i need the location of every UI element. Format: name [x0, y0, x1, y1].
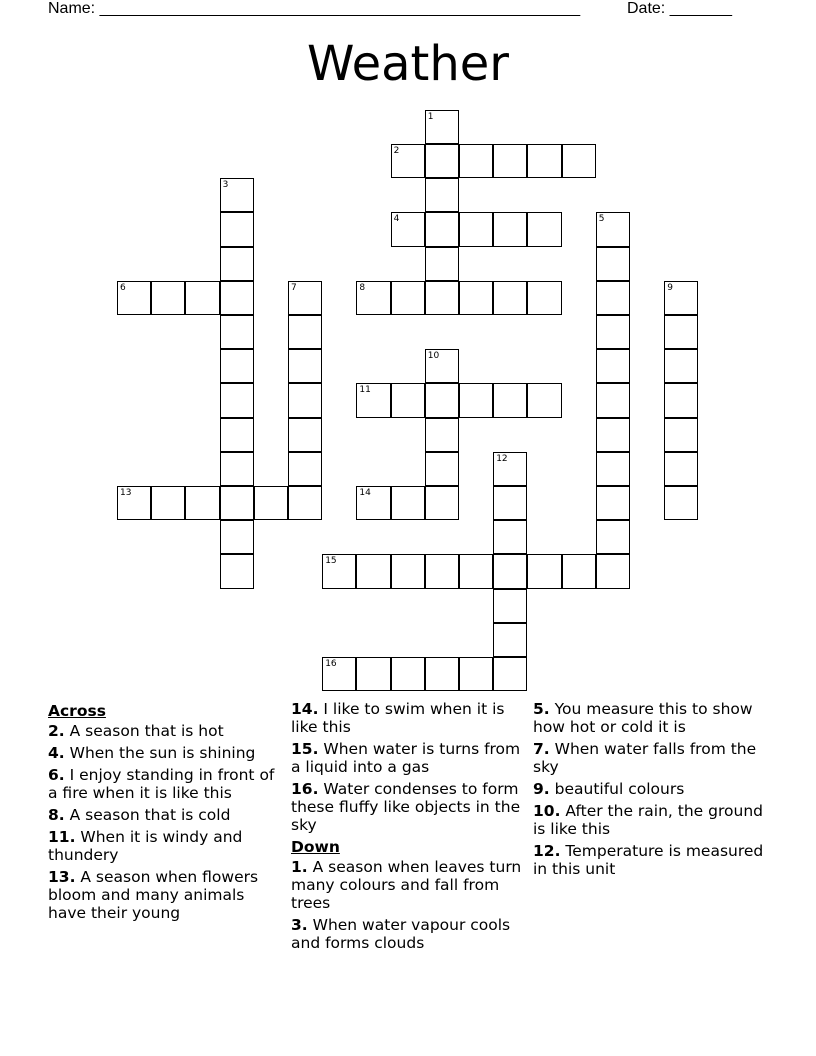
grid-cell[interactable] [664, 452, 698, 486]
clue-text: Water condenses to form these fluffy like objects in the sky [291, 780, 521, 834]
grid-cell[interactable] [391, 281, 425, 315]
grid-cell[interactable] [220, 554, 254, 588]
clue-number: 14. [291, 700, 319, 718]
clue-number: 8. [48, 806, 65, 824]
grid-cell[interactable] [527, 554, 561, 588]
grid-cell[interactable] [425, 452, 459, 486]
grid-cell[interactable] [425, 349, 459, 383]
clue-text: When it is windy and thundery [48, 828, 243, 864]
clue-number-label: 8 [359, 282, 366, 293]
grid-cell[interactable] [493, 589, 527, 623]
grid-cell[interactable] [493, 520, 527, 554]
grid-cell[interactable] [459, 144, 493, 178]
grid-cell[interactable] [664, 383, 698, 417]
clue-down-1 [291, 858, 527, 912]
clue-number: 9. [533, 780, 550, 798]
grid-cell[interactable] [322, 657, 356, 691]
grid-cell[interactable] [493, 281, 527, 315]
grid-cell[interactable] [322, 554, 356, 588]
grid-cell[interactable] [527, 281, 561, 315]
clue-across-15 [291, 740, 527, 776]
clue-down-5 [533, 700, 769, 736]
grid-cell[interactable] [596, 349, 630, 383]
grid-cell[interactable] [664, 349, 698, 383]
grid-cell[interactable] [391, 657, 425, 691]
grid-cell[interactable] [288, 486, 322, 520]
clue-text: Temperature is measured in this unit [533, 842, 764, 878]
grid-cell[interactable] [596, 486, 630, 520]
clue-number-label: 10 [427, 351, 440, 362]
grid-cell[interactable] [254, 486, 288, 520]
clue-number-label: 7 [291, 282, 297, 293]
clue-text: beautiful colours [554, 780, 685, 798]
grid-cell[interactable] [220, 212, 254, 246]
across-heading: Across [48, 702, 106, 720]
grid-cell[interactable] [151, 486, 185, 520]
grid-cell[interactable] [425, 281, 459, 315]
grid-cell[interactable] [220, 383, 254, 417]
grid-cell[interactable] [425, 144, 459, 178]
clue-number-label: 6 [120, 282, 126, 293]
grid-cell[interactable] [459, 657, 493, 691]
grid-cell[interactable] [391, 554, 425, 588]
grid-cell[interactable] [391, 486, 425, 520]
clue-number: 3. [291, 916, 308, 934]
grid-cell[interactable] [391, 144, 425, 178]
grid-cell[interactable] [356, 554, 390, 588]
grid-cell[interactable] [356, 657, 390, 691]
grid-cell[interactable] [596, 554, 630, 588]
grid-cell[interactable] [527, 383, 561, 417]
grid-cell[interactable] [425, 486, 459, 520]
grid-cell[interactable] [562, 554, 596, 588]
grid-cell[interactable] [425, 110, 459, 144]
grid-cell[interactable] [493, 144, 527, 178]
clue-column-2 [291, 700, 527, 956]
grid-cell[interactable] [493, 554, 527, 588]
grid-cell[interactable] [117, 281, 151, 315]
clue-number: 6. [48, 766, 65, 784]
grid-cell[interactable] [459, 383, 493, 417]
grid-cell[interactable] [220, 247, 254, 281]
clue-down-7 [533, 740, 769, 776]
grid-cell[interactable] [151, 281, 185, 315]
grid-cell[interactable] [356, 281, 390, 315]
grid-cell[interactable] [596, 247, 630, 281]
clue-number-label: 9 [667, 282, 673, 293]
clue-column-1 [48, 700, 284, 926]
grid-cell[interactable] [664, 315, 698, 349]
clue-number: 11. [48, 828, 76, 846]
clue-text: I like to swim when it is like this [291, 700, 505, 736]
grid-cell[interactable] [425, 212, 459, 246]
grid-cell[interactable] [425, 418, 459, 452]
clue-number-label: 16 [325, 659, 337, 669]
grid-cell[interactable] [288, 315, 322, 349]
clue-across-6 [48, 766, 284, 802]
clue-number-label: 3 [222, 180, 229, 191]
grid-cell[interactable] [220, 418, 254, 452]
grid-cell[interactable] [596, 418, 630, 452]
grid-cell[interactable] [220, 520, 254, 554]
grid-cell[interactable] [596, 315, 630, 349]
grid-cell[interactable] [425, 247, 459, 281]
grid-cell[interactable] [185, 281, 219, 315]
page-title: Weather [306, 36, 510, 92]
grid-cell[interactable] [220, 486, 254, 520]
grid-cell[interactable] [117, 486, 151, 520]
grid-cell[interactable] [288, 349, 322, 383]
grid-cell[interactable] [493, 452, 527, 486]
clue-across-2 [48, 722, 284, 740]
grid-cell[interactable] [562, 144, 596, 178]
grid-cell[interactable] [391, 212, 425, 246]
clue-text: When water vapour cools and forms clouds [291, 916, 511, 952]
clue-number: 5. [533, 700, 550, 718]
clue-column-3 [533, 700, 769, 882]
grid-cell[interactable] [664, 486, 698, 520]
grid-cell[interactable] [493, 657, 527, 691]
clue-down-9 [533, 780, 769, 798]
grid-cell[interactable] [288, 383, 322, 417]
grid-cell[interactable] [596, 520, 630, 554]
clue-number: 4. [48, 744, 65, 762]
grid-cell[interactable] [425, 383, 459, 417]
grid-cell[interactable] [527, 212, 561, 246]
clue-number: 10. [533, 802, 561, 820]
clue-text: A season when flowers bloom and many animals have their young [48, 868, 259, 922]
clue-text: When water falls from the sky [533, 740, 757, 776]
clue-across-16 [291, 780, 527, 834]
clue-text: When the sun is shining [69, 744, 256, 762]
clue-number-label: 12 [496, 453, 508, 464]
date-field[interactable]: Date: _______ [627, 0, 732, 17]
clue-down-12 [533, 842, 769, 878]
grid-cell[interactable] [185, 486, 219, 520]
clue-number: 15. [291, 740, 319, 758]
grid-cell[interactable] [288, 452, 322, 486]
grid-cell[interactable] [425, 657, 459, 691]
grid-cell[interactable] [596, 212, 630, 246]
clue-number: 2. [48, 722, 65, 740]
grid-cell[interactable] [220, 315, 254, 349]
grid-cell[interactable] [220, 349, 254, 383]
grid-cell[interactable] [493, 212, 527, 246]
grid-cell[interactable] [596, 452, 630, 486]
clue-number: 13. [48, 868, 76, 886]
clue-down-10 [533, 802, 769, 838]
clue-number-label: 5 [598, 214, 605, 225]
clue-text: A season that is cold [69, 806, 231, 824]
grid-cell[interactable] [391, 383, 425, 417]
clue-across-4 [48, 744, 284, 762]
clue-text: When water is turns from a liquid into a gas [291, 740, 521, 776]
grid-cell[interactable] [664, 281, 698, 315]
clue-text: I enjoy standing in front of a fire when it is like this [48, 766, 275, 802]
grid-cell[interactable] [596, 281, 630, 315]
grid-cell[interactable] [288, 418, 322, 452]
grid-cell[interactable] [425, 554, 459, 588]
clue-text: You measure this to show how hot or cold it is [533, 700, 753, 736]
clue-text: A season that is hot [69, 722, 224, 740]
grid-cell[interactable] [356, 383, 390, 417]
grid-cell[interactable] [425, 178, 459, 212]
grid-cell[interactable] [664, 418, 698, 452]
grid-cell[interactable] [527, 144, 561, 178]
down-heading: Down [291, 838, 340, 856]
clue-number-label: 2 [393, 146, 400, 156]
grid-cell[interactable] [220, 281, 254, 315]
grid-cell[interactable] [459, 212, 493, 246]
clue-across-14 [291, 700, 527, 736]
grid-cell[interactable] [220, 452, 254, 486]
grid-cell[interactable] [493, 486, 527, 520]
grid-cell[interactable] [596, 383, 630, 417]
grid-cell[interactable] [493, 623, 527, 657]
clue-number-label: 4 [393, 214, 400, 225]
clue-number-label: 11 [359, 385, 371, 396]
clue-text: A season when leaves turn many colours and fall from trees [291, 858, 522, 912]
clue-number: 1. [291, 858, 308, 876]
clue-number: 16. [291, 780, 319, 798]
clue-text: After the rain, the ground is like this [533, 802, 763, 838]
grid-cell[interactable] [220, 178, 254, 212]
clue-across-11 [48, 828, 284, 864]
name-field[interactable]: Name: ______________________________________________________ [48, 0, 581, 17]
grid-cell[interactable] [356, 486, 390, 520]
clue-across-13 [48, 868, 284, 922]
clue-number: 12. [533, 842, 561, 860]
clue-across-8 [48, 806, 284, 824]
grid-cell[interactable] [493, 383, 527, 417]
clue-number-label: 14 [359, 488, 371, 498]
clue-number-label: 1 [427, 111, 434, 122]
clue-number-label: 13 [120, 488, 132, 498]
clue-down-3 [291, 916, 527, 952]
clue-number: 7. [533, 740, 550, 758]
clue-number-label: 15 [325, 556, 337, 567]
grid-cell[interactable] [459, 281, 493, 315]
grid-cell[interactable] [288, 281, 322, 315]
grid-cell[interactable] [459, 554, 493, 588]
